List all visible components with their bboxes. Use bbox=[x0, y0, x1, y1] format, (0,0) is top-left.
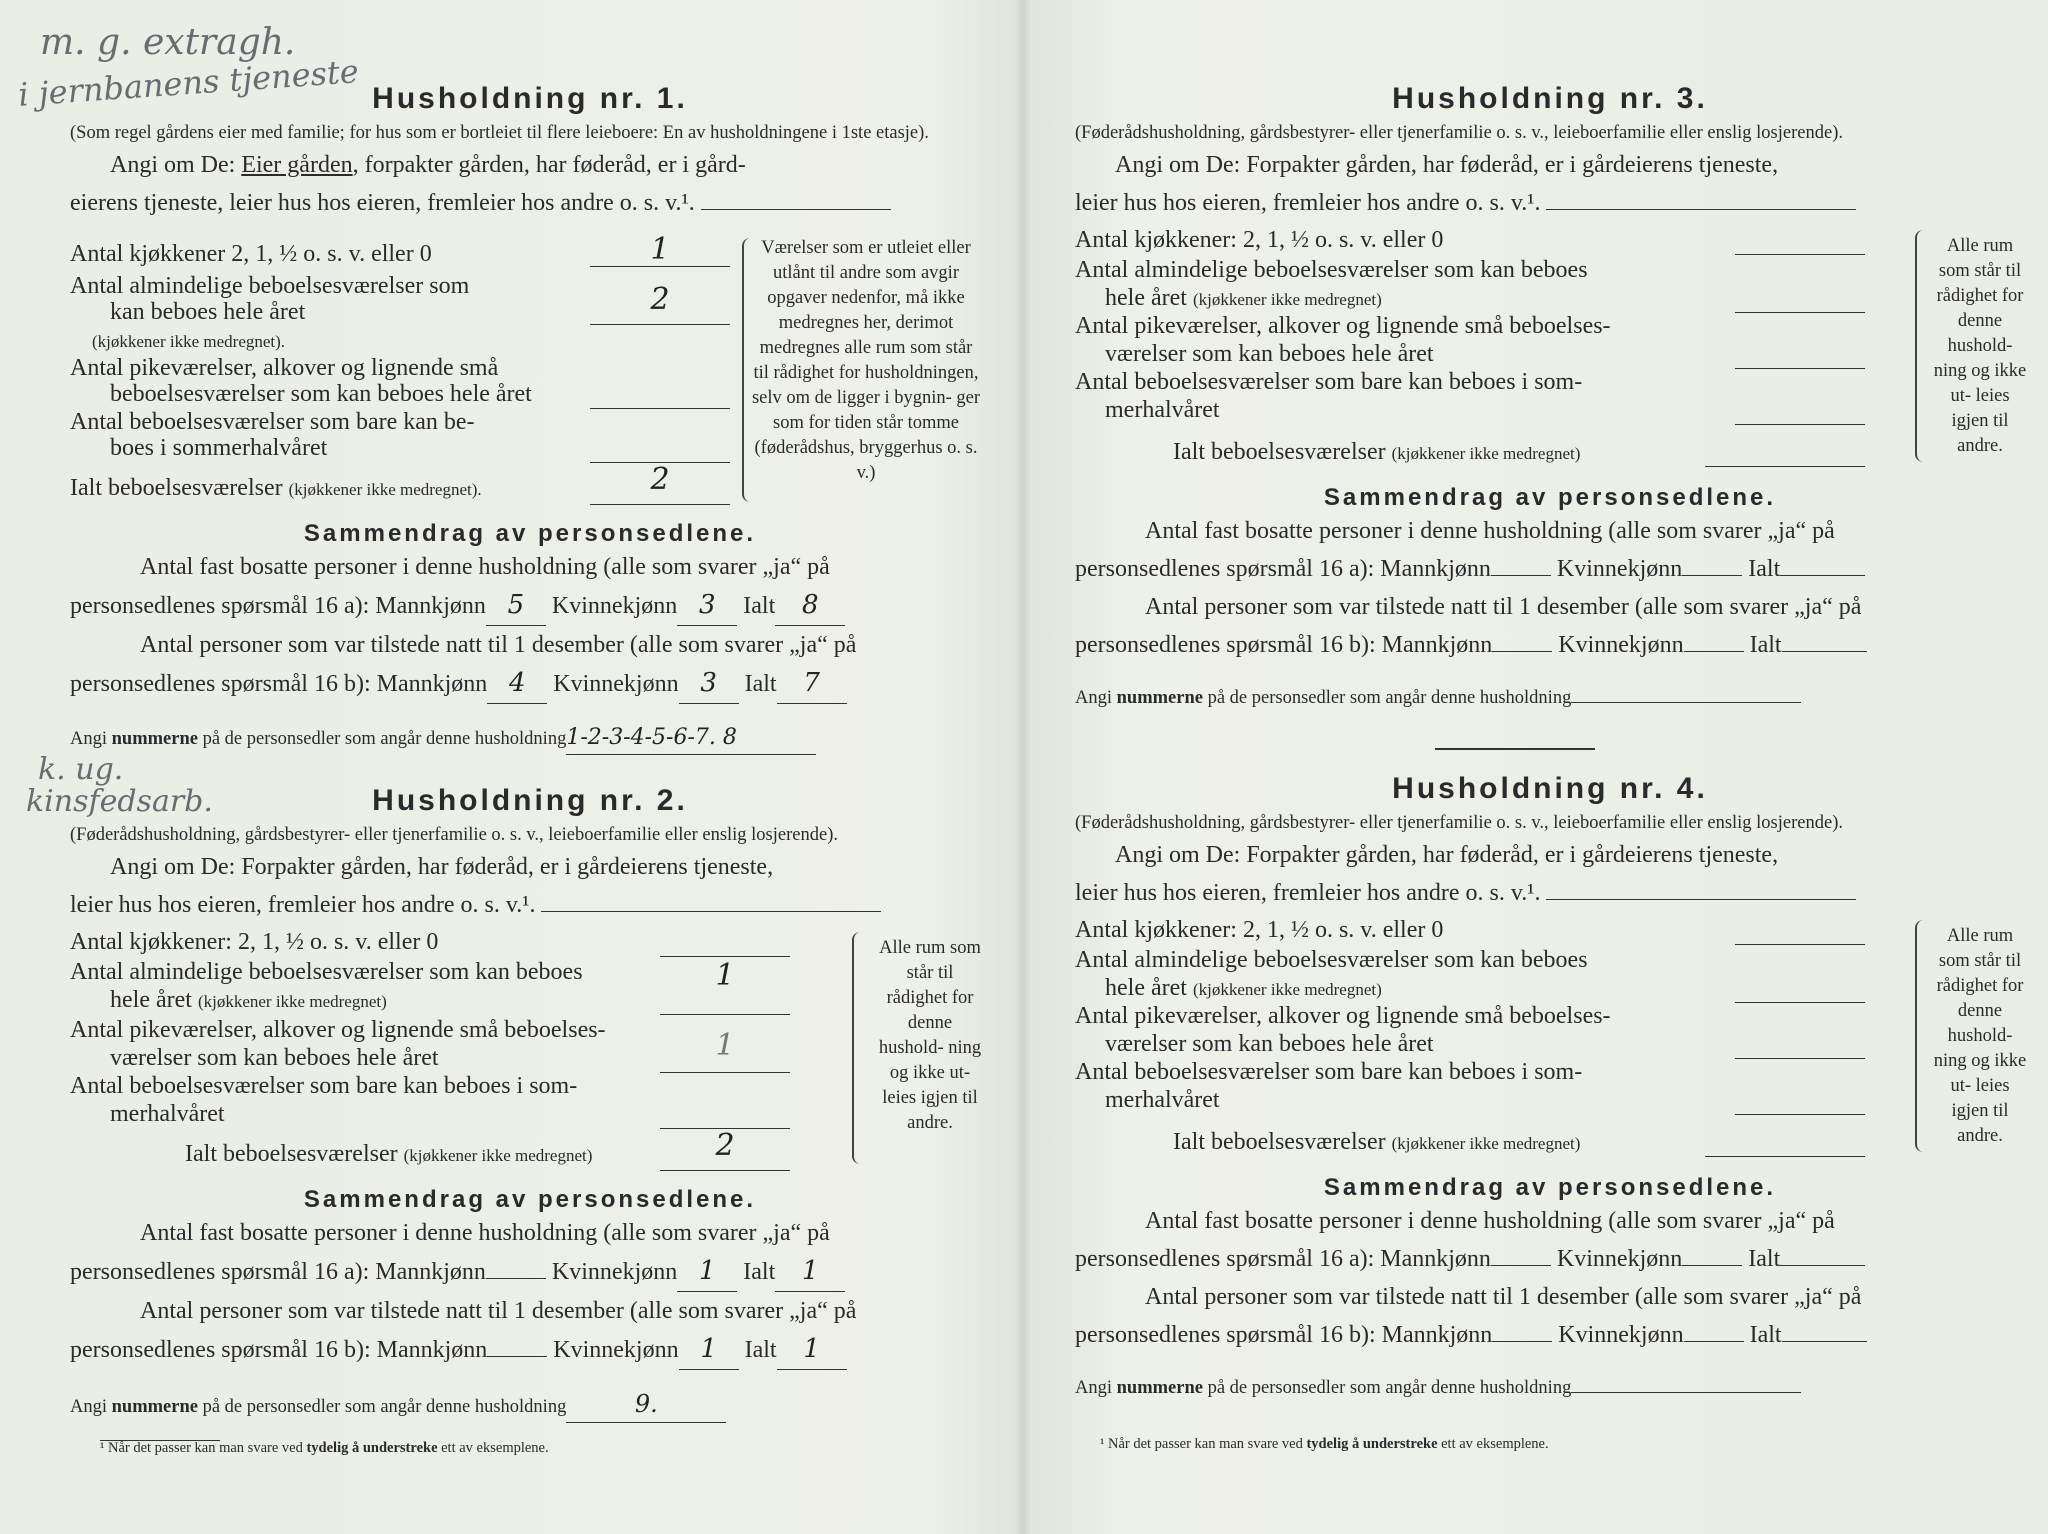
h2-numbers-fill bbox=[566, 1389, 726, 1423]
household-3-rooms bbox=[1075, 226, 2025, 466]
h2-summer-b: merhalvåret bbox=[110, 1101, 225, 1127]
h1-resident-line: Antal fast bosatte personer i denne husholdning (alle som svarer „ja“ på bbox=[140, 554, 830, 580]
h1-16a-women-answer: 3 bbox=[698, 590, 716, 620]
h3-total-label bbox=[1173, 438, 1580, 468]
h2-total-paren: (kjøkkener ikke medregnet) bbox=[403, 1146, 593, 1165]
h1-summer-value bbox=[590, 436, 730, 463]
h2-numbers-b: på de personsedler som angår denne husholdning bbox=[202, 1396, 567, 1417]
h2-ask-b: leier hus hos eieren, fremleier hos andre o. s. v.¹. bbox=[70, 892, 536, 918]
h1-summary-heading: Sammendrag av personsedlene. bbox=[303, 520, 757, 547]
h1-pike-a: Antal pikeværelser, alkover og lignende små bbox=[70, 355, 499, 381]
household-3-title: Husholdning nr. 3. bbox=[1392, 82, 1708, 115]
h2-pike-answer: 1 bbox=[715, 1028, 735, 1063]
h4-summer-b: merhalvåret bbox=[1105, 1087, 1220, 1113]
h2-rooms-a: Antal almindelige beboelsesværelser som kan beboes bbox=[70, 959, 583, 985]
h2-total-value bbox=[660, 1128, 790, 1171]
household-2-ask: Angi om De: Forpakter gården, har føderåd, er i gårdeierens tjeneste, bbox=[110, 854, 774, 880]
h1-numbers-row bbox=[70, 723, 990, 755]
h2-brace bbox=[852, 932, 864, 1164]
h3-16b-women bbox=[1684, 651, 1744, 652]
h3-summary-heading: Sammendrag av personsedlene. bbox=[1323, 484, 1777, 511]
h3-pike-b: værelser som kan beboes hele året bbox=[1105, 341, 1434, 367]
household-3-intro: (Føderådshusholdning, gårdsbestyrer- eller tjenerfamilie o. s. v., leieboerfamilie eller enslig losjerende). bbox=[1075, 123, 1843, 143]
h1-16b-total-answer: 7 bbox=[803, 668, 820, 698]
h1-16a-row bbox=[70, 586, 990, 626]
h2-total-answer: 2 bbox=[715, 1128, 735, 1163]
h4-16a-label: personsedlenes spørsmål 16 a): Mannkjønn bbox=[1075, 1246, 1491, 1272]
footnote-left-b: ett av eksemplene. bbox=[441, 1440, 549, 1456]
h1-summer-b: boes i sommerhalvåret bbox=[110, 435, 328, 461]
h1-16b-total bbox=[777, 664, 847, 704]
ask-underlined-owner: Eier gården bbox=[241, 152, 353, 178]
h4-numbers-fill bbox=[1571, 1392, 1801, 1393]
h4-16a-row bbox=[1075, 1240, 2025, 1278]
h1-numbers-b: på de personsedler som angår denne husholdning bbox=[202, 728, 567, 749]
h4-16b-label: personsedlenes spørsmål 16 b): Mannkjønn bbox=[1075, 1322, 1493, 1348]
h1-numbers-a: Angi bbox=[70, 728, 107, 749]
h2-numbers-bold: nummerne bbox=[111, 1396, 198, 1417]
h2-16a-row bbox=[70, 1252, 990, 1292]
h4-rooms-value bbox=[1735, 976, 1865, 1003]
h3-16b-men bbox=[1492, 651, 1552, 652]
h2-rooms-b bbox=[110, 986, 387, 1016]
h4-pike-a: Antal pikeværelser, alkover og lignende små beboelses- bbox=[1075, 1003, 1611, 1029]
h3-total-text: Ialt beboelsesværelser bbox=[1173, 439, 1386, 465]
h1-16a-total-label: Ialt bbox=[743, 593, 776, 619]
h4-rooms-paren: (kjøkkener ikke medregnet) bbox=[1192, 980, 1382, 999]
h2-16b-women bbox=[679, 1330, 739, 1370]
h3-total-value bbox=[1705, 440, 1865, 467]
household-2-ask-line2 bbox=[70, 886, 990, 924]
h3-16a-men bbox=[1491, 575, 1551, 576]
h2-ask-fill bbox=[541, 911, 881, 912]
h1-16a-men bbox=[486, 586, 546, 626]
h2-16a-total-answer: 1 bbox=[801, 1256, 819, 1286]
h3-rooms-a: Antal almindelige beboelsesværelser som kan beboes bbox=[1075, 257, 1588, 283]
h2-summary-heading: Sammendrag av personsedlene. bbox=[303, 1186, 757, 1213]
h2-16b-total bbox=[777, 1330, 847, 1370]
h2-16a-women-label: Kvinnekjønn bbox=[551, 1259, 678, 1285]
h2-side-note: Alle rum som står til rådighet for denne hushold- ning og ikke ut- leies igjen til andre. bbox=[878, 938, 982, 1133]
h3-16b-total-label: Ialt bbox=[1749, 632, 1782, 658]
h1-total-answer: 2 bbox=[650, 462, 670, 497]
h3-16a-total bbox=[1780, 575, 1865, 576]
h4-pike-b: værelser som kan beboes hele året bbox=[1105, 1031, 1434, 1057]
household-1 bbox=[70, 82, 990, 773]
h4-ask-b: leier hus hos eieren, fremleier hos andre o. s. v.¹. bbox=[1075, 880, 1541, 906]
h3-pike-value bbox=[1735, 342, 1865, 369]
h3-ask-b: leier hus hos eieren, fremleier hos andre o. s. v.¹. bbox=[1075, 190, 1541, 216]
h1-numbers-answer: 1-2-3-4-5-6-7. 8 bbox=[566, 724, 737, 750]
h1-16b-women-answer: 3 bbox=[700, 668, 717, 698]
h3-16b-row bbox=[1075, 626, 2025, 664]
h1-numbers-bold: nummerne bbox=[111, 728, 198, 749]
h1-rooms-value bbox=[590, 282, 730, 325]
h3-resident-line: Antal fast bosatte personer i denne husholdning (alle som svarer „ja“ på bbox=[1145, 518, 1835, 544]
h3-16b-label: personsedlenes spørsmål 16 b): Mannkjønn bbox=[1075, 632, 1493, 658]
h4-present-line: Antal personer som var tilstede natt til 1 desember (alle som svarer „ja“ på bbox=[1145, 1284, 1862, 1310]
h3-numbers-b: på de personsedler som angår denne husholdning bbox=[1207, 687, 1572, 708]
h4-side-note: Alle rum som står til rådighet for denne hushold- ning og ikke ut- leies igjen til andre. bbox=[1933, 926, 2027, 1146]
h3-16a-total-label: Ialt bbox=[1748, 556, 1781, 582]
h4-16b-total-label: Ialt bbox=[1749, 1322, 1782, 1348]
h4-ask-fill bbox=[1546, 899, 1856, 900]
ask-post: , forpakter gården, har føderåd, er i gård- bbox=[352, 152, 746, 178]
household-3-ask-line2 bbox=[1075, 184, 2025, 222]
h1-pike-b: beboelsesværelser som kan beboes hele året bbox=[110, 381, 532, 407]
h4-rooms-a: Antal almindelige beboelsesværelser som kan beboes bbox=[1075, 947, 1588, 973]
h1-16b-total-label: Ialt bbox=[744, 671, 777, 697]
h2-summer-a: Antal beboelsesværelser som bare kan beboes i som- bbox=[70, 1073, 578, 1099]
footnote-left bbox=[100, 1440, 549, 1457]
h2-numbers-a: Angi bbox=[70, 1396, 107, 1417]
h1-total-label bbox=[70, 474, 482, 504]
h4-16a-women-label: Kvinnekjønn bbox=[1556, 1246, 1683, 1272]
h2-16a-women bbox=[677, 1252, 737, 1292]
h2-total-label bbox=[185, 1140, 592, 1170]
ask-line2-text: eierens tjeneste, leier hus hos eieren, fremleier hos andre o. s. v.¹. bbox=[70, 190, 695, 216]
h3-summer-a: Antal beboelsesværelser som bare kan beboes i som- bbox=[1075, 369, 1583, 395]
h2-rooms-paren: (kjøkkener ikke medregnet) bbox=[197, 992, 387, 1011]
h3-rooms-paren: (kjøkkener ikke medregnet) bbox=[1192, 290, 1382, 309]
h4-numbers-a: Angi bbox=[1075, 1377, 1112, 1398]
h2-summer-value bbox=[660, 1102, 790, 1129]
household-1-intro: (Som regel gårdens eier med familie; for hus som er bortleiet til flere leieboere: En av husholdningene i 1ste etasje). bbox=[70, 123, 929, 143]
h4-16b-row bbox=[1075, 1316, 2025, 1354]
h2-pike-a: Antal pikeværelser, alkover og lignende små beboelses- bbox=[70, 1017, 606, 1043]
h4-rooms-b bbox=[1105, 974, 1382, 1004]
h1-present-line: Antal personer som var tilstede natt til 1 desember (alle som svarer „ja“ på bbox=[140, 632, 857, 658]
h1-16a-women-label: Kvinnekjønn bbox=[551, 593, 678, 619]
h4-16b-men bbox=[1492, 1341, 1552, 1342]
h4-summer-value bbox=[1735, 1088, 1865, 1115]
household-4-ask: Angi om De: Forpakter gården, har føderåd, er i gårdeierens tjeneste, bbox=[1115, 842, 1779, 868]
ask-pre: Angi om De: bbox=[110, 152, 236, 178]
h3-16b-women-label: Kvinnekjønn bbox=[1558, 632, 1684, 658]
household-1-ask-line2 bbox=[70, 184, 990, 222]
h1-16b-label: personsedlenes spørsmål 16 b): Mannkjønn bbox=[70, 671, 488, 697]
h4-summer-a: Antal beboelsesværelser som bare kan beboes i som- bbox=[1075, 1059, 1583, 1085]
h2-16a-label: personsedlenes spørsmål 16 a): Mannkjønn bbox=[70, 1259, 486, 1285]
h3-numbers-bold: nummerne bbox=[1116, 687, 1203, 708]
h3-summer-b: merhalvåret bbox=[1105, 397, 1220, 423]
h4-16a-women bbox=[1682, 1265, 1742, 1266]
right-page bbox=[1030, 0, 2048, 1534]
h3-16b-total bbox=[1782, 651, 1867, 652]
h4-total-label bbox=[1173, 1128, 1580, 1158]
h4-numbers-bold: nummerne bbox=[1116, 1377, 1203, 1398]
h2-numbers-answer: 9. bbox=[634, 1389, 658, 1418]
footnote-right-a: ¹ Når det passer kan man svare ved bbox=[1100, 1436, 1303, 1452]
h4-summary-heading: Sammendrag av personsedlene. bbox=[1323, 1174, 1777, 1201]
h3-16a-label: personsedlenes spørsmål 16 a): Mannkjønn bbox=[1075, 556, 1491, 582]
h4-total-text: Ialt beboelsesværelser bbox=[1173, 1129, 1386, 1155]
h4-16a-total bbox=[1780, 1265, 1865, 1266]
h1-kitchens-value bbox=[590, 232, 730, 267]
household-1-ask bbox=[70, 146, 990, 184]
h2-16a-total-label: Ialt bbox=[743, 1259, 776, 1285]
h1-16a-men-answer: 5 bbox=[507, 590, 525, 620]
h3-rooms-b-text: hele året bbox=[1105, 285, 1187, 311]
h2-pike-value bbox=[660, 1028, 790, 1073]
h1-16a-total bbox=[775, 586, 845, 626]
h1-16b-men bbox=[487, 664, 547, 704]
h4-brace bbox=[1915, 920, 1927, 1152]
margin-note-mid-2: kinsfedsarb. bbox=[26, 784, 213, 819]
household-4-title: Husholdning nr. 4. bbox=[1392, 772, 1708, 805]
household-3 bbox=[1075, 82, 2025, 731]
h4-16a-total-label: Ialt bbox=[1748, 1246, 1781, 1272]
household-2-intro: (Føderådshusholdning, gårdsbestyrer- eller tjenerfamilie o. s. v., leieboerfamilie eller enslig losjerende). bbox=[70, 825, 838, 845]
h2-pike-b: værelser som kan beboes hele året bbox=[110, 1045, 439, 1071]
margin-note-mid-1: k. ug. bbox=[38, 752, 124, 787]
h3-numbers-fill bbox=[1571, 702, 1801, 703]
household-1-title: Husholdning nr. 1. bbox=[372, 82, 688, 115]
h1-summer-a: Antal beboelsesværelser som bare kan be- bbox=[70, 409, 475, 435]
h1-16a-label: personsedlenes spørsmål 16 a): Mannkjønn bbox=[70, 593, 486, 619]
h4-16a-men bbox=[1491, 1265, 1551, 1266]
ask-fill-line bbox=[701, 209, 891, 210]
h3-rooms-value bbox=[1735, 286, 1865, 313]
section-divider bbox=[1435, 748, 1595, 750]
household-1-rooms bbox=[70, 232, 990, 502]
h1-16b-women bbox=[679, 664, 739, 704]
h1-16b-men-answer: 4 bbox=[509, 668, 526, 698]
h1-numbers-fill bbox=[566, 723, 816, 755]
h3-16a-women bbox=[1682, 575, 1742, 576]
h4-numbers-b: på de personsedler som angår denne husholdning bbox=[1207, 1377, 1572, 1398]
h1-rooms-answer: 2 bbox=[650, 282, 670, 317]
h1-rooms-c: (kjøkkener ikke medregnet). bbox=[92, 332, 286, 351]
h3-numbers-row bbox=[1075, 683, 2025, 713]
h4-pike-value bbox=[1735, 1032, 1865, 1059]
h2-16b-total-answer: 1 bbox=[803, 1334, 820, 1364]
h2-kitchens-label: Antal kjøkkener: 2, 1, ½ o. s. v. eller 0 bbox=[70, 929, 439, 955]
h1-rooms-a: Antal almindelige beboelsesværelser som bbox=[70, 273, 470, 299]
h4-16b-women bbox=[1684, 1341, 1744, 1342]
household-4-rooms bbox=[1075, 916, 2025, 1156]
h3-present-line: Antal personer som var tilstede natt til 1 desember (alle som svarer „ja“ på bbox=[1145, 594, 1862, 620]
footnote-right-bold: tydelig å understreke bbox=[1306, 1436, 1438, 1452]
h4-16b-total bbox=[1782, 1341, 1867, 1342]
h3-side-note: Alle rum som står til rådighet for denne hushold- ning og ikke ut- leies igjen til andre. bbox=[1933, 236, 2027, 456]
h2-16a-women-answer: 1 bbox=[698, 1256, 716, 1286]
h3-pike-a: Antal pikeværelser, alkover og lignende små beboelses- bbox=[1075, 313, 1611, 339]
footnote-left-bold: tydelig å understreke bbox=[306, 1440, 438, 1456]
h1-pike-value bbox=[590, 382, 730, 409]
h2-rooms-b-text: hele året bbox=[110, 987, 192, 1013]
h4-total-paren: (kjøkkener ikke medregnet) bbox=[1391, 1134, 1581, 1153]
h1-16b-row bbox=[70, 664, 990, 704]
h3-16a-women-label: Kvinnekjønn bbox=[1556, 556, 1683, 582]
h2-16b-label: personsedlenes spørsmål 16 b): Mannkjønn bbox=[70, 1337, 488, 1363]
h2-kitchens-value bbox=[660, 930, 790, 957]
household-2-title: Husholdning nr. 2. bbox=[372, 784, 688, 817]
h2-16b-row bbox=[70, 1330, 990, 1370]
h3-ask-fill bbox=[1546, 209, 1856, 210]
h3-kitchens-label: Antal kjøkkener: 2, 1, ½ o. s. v. eller 0 bbox=[1075, 227, 1444, 253]
h1-16b-women-label: Kvinnekjønn bbox=[553, 671, 679, 697]
h3-total-paren: (kjøkkener ikke medregnet) bbox=[1391, 444, 1581, 463]
footnote-left-a: ¹ Når det passer kan man svare ved bbox=[100, 1440, 303, 1456]
household-2 bbox=[70, 784, 990, 1441]
h2-16b-women-label: Kvinnekjønn bbox=[553, 1337, 679, 1363]
h1-total-paren: (kjøkkener ikke medregnet). bbox=[288, 480, 482, 499]
h4-16b-women-label: Kvinnekjønn bbox=[1558, 1322, 1684, 1348]
margin-note-top-1: m. g. extragh. bbox=[40, 22, 296, 63]
h3-kitchens-value bbox=[1735, 228, 1865, 255]
h3-summer-value bbox=[1735, 398, 1865, 425]
household-4-intro: (Føderådshusholdning, gårdsbestyrer- eller tjenerfamilie o. s. v., leieboerfamilie eller enslig losjerende). bbox=[1075, 813, 1843, 833]
h2-resident-line: Antal fast bosatte personer i denne husholdning (alle som svarer „ja“ på bbox=[140, 1220, 830, 1246]
h1-total-value bbox=[590, 462, 730, 505]
footnote-right bbox=[1100, 1436, 1549, 1453]
h1-side-note: Værelser som er utleiet eller utlånt til andre som avgir opgaver nedenfor, må ikke medregnes her, derimot medregnes alle rum som står til rådighet for husholdningen, selv om de ligger i bygnin- ger som for tiden står tomme (føderådshus, bryggerhus o. s. v.) bbox=[751, 238, 981, 483]
h2-numbers-row bbox=[70, 1389, 990, 1423]
h3-brace bbox=[1915, 230, 1927, 462]
h2-16b-men bbox=[487, 1356, 547, 1357]
h2-16b-women-answer: 1 bbox=[700, 1334, 717, 1364]
margin-note-top-2: i jernbanens tjeneste bbox=[17, 52, 360, 114]
h2-rooms-value bbox=[660, 958, 790, 1015]
h2-16a-men bbox=[486, 1278, 546, 1279]
h2-16a-total bbox=[775, 1252, 845, 1292]
h3-numbers-a: Angi bbox=[1075, 687, 1112, 708]
h4-numbers-row bbox=[1075, 1373, 2025, 1403]
h2-present-line: Antal personer som var tilstede natt til 1 desember (alle som svarer „ja“ på bbox=[140, 1298, 857, 1324]
h4-kitchens-label: Antal kjøkkener: 2, 1, ½ o. s. v. eller 0 bbox=[1075, 917, 1444, 943]
h1-rooms-b: kan beboes hele året bbox=[110, 299, 306, 325]
household-4-ask-line2 bbox=[1075, 874, 2025, 912]
household-2-rooms bbox=[70, 928, 990, 1168]
h1-16a-total-answer: 8 bbox=[801, 590, 819, 620]
h2-16b-total-label: Ialt bbox=[744, 1337, 777, 1363]
left-page bbox=[0, 0, 1020, 1534]
h4-total-value bbox=[1705, 1130, 1865, 1157]
h4-kitchens-value bbox=[1735, 918, 1865, 945]
h2-total-text: Ialt beboelsesværelser bbox=[185, 1141, 398, 1167]
household-3-ask: Angi om De: Forpakter gården, har føderåd, er i gårdeierens tjeneste, bbox=[1115, 152, 1779, 178]
h2-rooms-answer: 1 bbox=[715, 958, 735, 993]
h1-kitchens-answer: 1 bbox=[650, 232, 670, 267]
household-4 bbox=[1075, 772, 2025, 1421]
h3-rooms-b bbox=[1105, 284, 1382, 314]
footnote-right-b: ett av eksemplene. bbox=[1441, 1436, 1549, 1452]
h3-16a-row bbox=[1075, 550, 2025, 588]
h1-16a-women bbox=[677, 586, 737, 626]
h1-total-text: Ialt beboelsesværelser bbox=[70, 475, 283, 501]
h1-kitchens-label: Antal kjøkkener 2, 1, ½ o. s. v. eller 0 bbox=[70, 241, 432, 267]
h4-resident-line: Antal fast bosatte personer i denne husholdning (alle som svarer „ja“ på bbox=[1145, 1208, 1835, 1234]
h4-rooms-b-text: hele året bbox=[1105, 975, 1187, 1001]
